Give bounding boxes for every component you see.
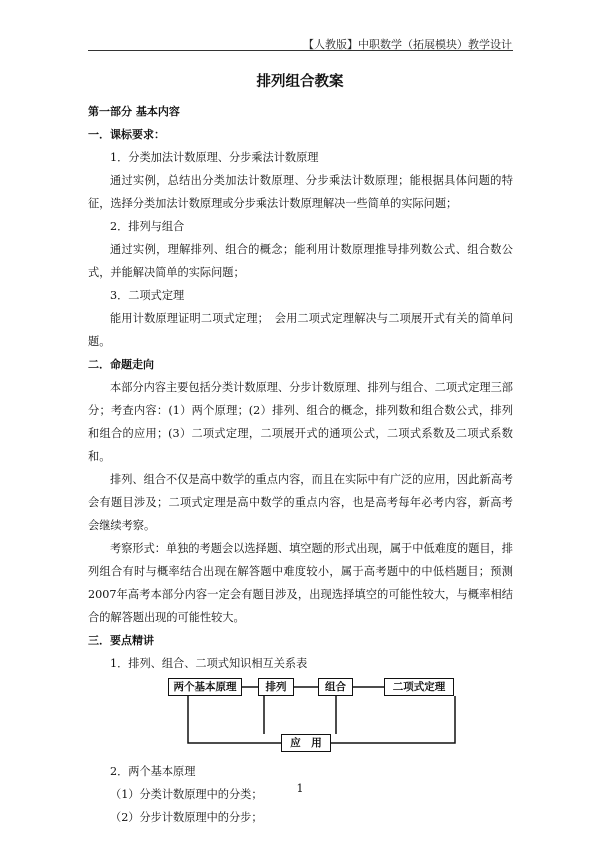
section3-heading: 三．要点精讲 [88, 634, 154, 647]
part1-heading: 第一部分 基本内容 [88, 105, 180, 118]
section3-item2-title: 2．两个基本原理 [110, 765, 196, 778]
section2-para2: 排列、组合不仅是高中数学的重点内容，而且在实际中有广泛的应用，因此新高考会有题目涉及；二项式定理是高中数学的重点内容，也是高考每年必考内容，新高考会继续考察。 [88, 473, 513, 532]
section1-item1-title: 1．分类加法计数原理、分步乘法计数原理 [110, 151, 319, 164]
section1-heading: 一．课标要求： [88, 128, 165, 141]
section1-item2-title: 2．排列与组合 [110, 220, 185, 233]
document-title: 排列组合教案 [256, 74, 344, 90]
section2-para1: 本部分内容主要包括分类计数原理、分步计数原理、排列与组合、二项式定理三部分；考查内容：(1）两个原理；(2）排列、组合的概念，排列数和组合数公式，排列和组合的应用；(3）二项式定理，二项展开式的通项公式，二项式系数及二项式系数和。 [88, 381, 513, 463]
header-rule [88, 50, 513, 51]
connector-binomial-application [331, 696, 455, 743]
box-two-principles: 两个基本原理 [168, 678, 242, 696]
section2-para3: 考察形式：单独的考题会以选择题、填空题的形式出现，属于中低难度的题目，排列组合有时与概率结合出现在解答题中难度较小，属于高考题中的中低档题目；预测2007年高考本部分内容一定会有题目涉及，出现选择填空的可能性较大，与概率相结合的解答题出现的可能性较大。 [88, 542, 513, 624]
section3-item2-sub2: （2）分步计数原理中的分步； [110, 811, 263, 824]
box-binomial-theorem: 二项式定理 [384, 678, 454, 696]
document-body [88, 100, 513, 829]
section2-heading: 二．命题走向 [88, 358, 154, 371]
section1-item1-text: 通过实例，总结出分类加法计数原理、分步乘法计数原理；能根据具体问题的特征，选择分类加法计数原理或分步乘法计数原理解决一些简单的实际问题； [88, 174, 513, 210]
page-number: 1 [296, 782, 304, 795]
relationship-diagram [88, 678, 513, 756]
box-combination: 组合 [318, 678, 353, 696]
section1-item2-text: 通过实例，理解排列、组合的概念；能利用计数原理推导排列数公式、组合数公式，并能解决简单的实际问题； [88, 243, 513, 279]
section1-item3-title: 3．二项式定理 [110, 289, 185, 302]
section3-item1-title: 1．排列、组合、二项式知识相互关系表 [110, 657, 308, 670]
section1-item3-text: 能用计数原理证明二项式定理； 会用二项式定理解决与二项展开式有关的简单问题。 [88, 312, 513, 348]
connector-principles-application [188, 696, 281, 743]
box-permutation: 排列 [258, 678, 294, 696]
box-application: 应 用 [281, 734, 331, 752]
page-header: 【人教版】中职数学（拓展模块）教学设计 [303, 38, 512, 51]
section3-item2-sub1: （1）分类计数原理中的分类； [110, 788, 263, 801]
